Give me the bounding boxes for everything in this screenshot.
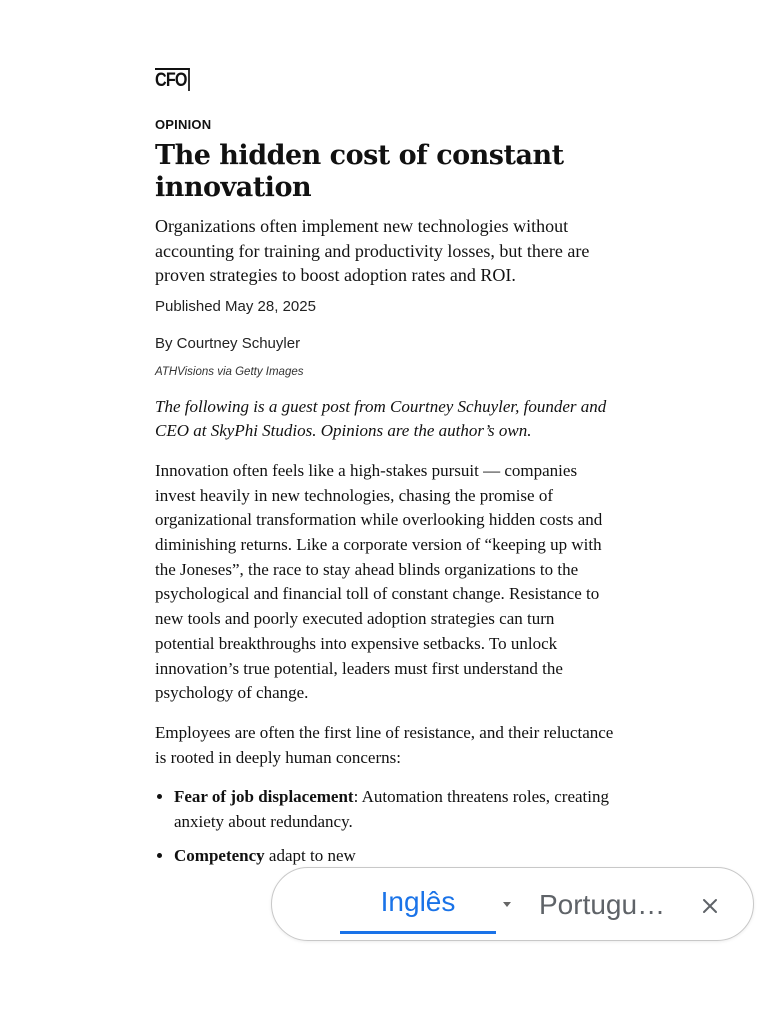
article-kicker[interactable]: OPINION xyxy=(155,117,212,132)
intro-note: The following is a guest post from Courtney Schuyler, founder and CEO at SkyPhi Studios. Opinions are the author’s own. xyxy=(155,396,607,441)
caret-down-icon[interactable] xyxy=(503,902,511,907)
source-language-tab[interactable] xyxy=(340,868,496,934)
concerns-list xyxy=(155,785,617,868)
article-dek: Organizations often implement new technologies without accounting for training and productivity losses, but there are proven strategies to boost adoption rates and ROI. xyxy=(155,216,590,285)
translate-bar xyxy=(271,867,754,941)
list-item-term: Competency xyxy=(174,845,265,865)
list-item-text: adapt to new xyxy=(264,845,356,865)
publish-date: Published May 28, 2025 xyxy=(155,297,316,315)
target-language-tab[interactable]: Portugu… xyxy=(539,889,666,920)
article xyxy=(155,68,617,877)
image-credit: ATHVisions via Getty Images xyxy=(155,365,304,378)
cfo-logo[interactable]: CFO xyxy=(155,68,190,91)
list-item xyxy=(174,844,617,869)
source-language-label: Inglês xyxy=(380,886,456,917)
article-title: The hidden cost of constant innovation xyxy=(155,140,564,203)
active-tab-indicator xyxy=(340,931,496,934)
paragraph: Innovation often feels like a high-stakes pursuit — companies invest heavily in new technologies, chasing the promise of organizational transformation while overlooking hidden costs and diminishing returns. Like a corporate version of “keeping up with the Joneses”, the race to stay ahead blinds organizations to the psychological and financial toll of constant change. Resistance to new tools and poorly executed adoption strategies can turn potential breakthroughs into expensive setbacks. To unlock innovation’s true potential, leaders must first understand the psychology of change. xyxy=(155,460,603,703)
byline: By Courtney Schuyler xyxy=(155,334,301,352)
list-item-term: Fear of job displacement xyxy=(174,787,354,807)
list-item xyxy=(174,785,617,834)
close-icon[interactable] xyxy=(698,894,722,918)
list-item-text: : Automation threatens roles, creating anxiety about redundancy. xyxy=(174,787,609,832)
paragraph: Employees are often the first line of resistance, and their reluctance is rooted in deeply human concerns: xyxy=(155,722,614,767)
